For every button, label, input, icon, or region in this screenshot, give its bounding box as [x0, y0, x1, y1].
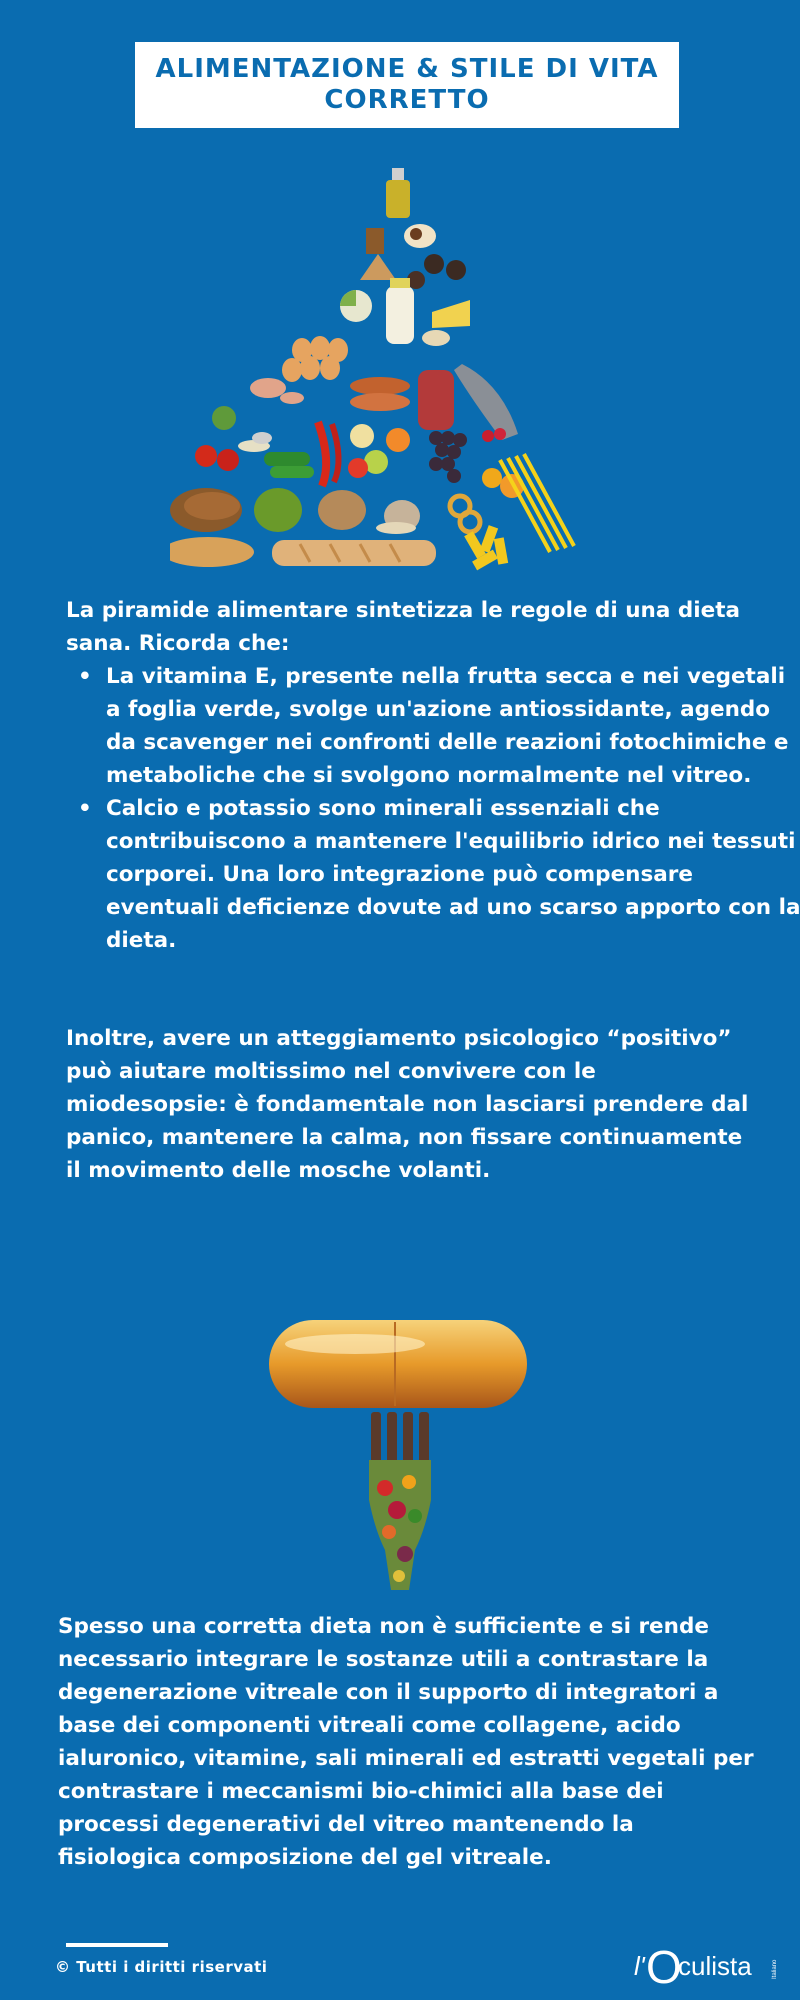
intro-text: La piramide alimentare sintetizza le regole di una dieta sana. Ricorda che: — [66, 598, 740, 656]
logo-o: O — [646, 1941, 682, 1991]
logo-suffix: Italiano — [772, 1959, 778, 1979]
title-line-2: CORRETTO — [324, 85, 490, 115]
food-pyramid-image — [170, 160, 620, 575]
psychology-paragraph: Inoltre, avere un atteggiamento psicologico “positivo” può aiutare moltissimo nel convivere con le miodesopsie: è fondamentale non lasciarsi prendere dal panico, mantenere la calma, non fissare continuamente il movimento delle mosche volanti. — [66, 1026, 749, 1183]
title-line-1: ALIMENTAZIONE & STILE DI VITA — [155, 54, 659, 84]
footer-divider — [66, 1943, 168, 1947]
bullet-list — [66, 660, 800, 957]
logo-main: culista — [678, 1951, 752, 1981]
list-item: • Calcio e potassio sono minerali essenziali che contribuiscono a mantenere l'equilibrio idrico nei tessuti corporei. Una loro integrazione può compensare eventuali deficienze dovute ad uno scarso apporto con la dieta. — [106, 792, 800, 957]
copyright-text: © Tutti i diritti riservati — [55, 1958, 268, 1976]
list-item: • La vitamina E, presente nella frutta secca e nei vegetali a foglia verde, svolge un'azione antiossidante, agendo da scavenger nei confronti delle reazioni fotochimiche e metaboliche che si svolgono normalmente nel vitreo. — [106, 660, 800, 792]
page-title — [135, 42, 679, 128]
logo-prefix: l' — [634, 1951, 645, 1981]
capsule-fork-image — [265, 1310, 535, 1600]
supplements-paragraph: Spesso una corretta dieta non è sufficiente e si rende necessario integrare le sostanze utili a contrastare la degenerazione vitreale con il supporto di integratori a base dei componenti vitreali come collagene, acido ialuronico, vitamine, sali minerali ed estratti vegetali per contrastare i meccanismi bio-chimici alla base dei processi degenerativi del vitreo mantenendo la fisiologica composizione del gel vitreale. — [58, 1614, 754, 1870]
oculista-logo — [634, 1935, 784, 1991]
